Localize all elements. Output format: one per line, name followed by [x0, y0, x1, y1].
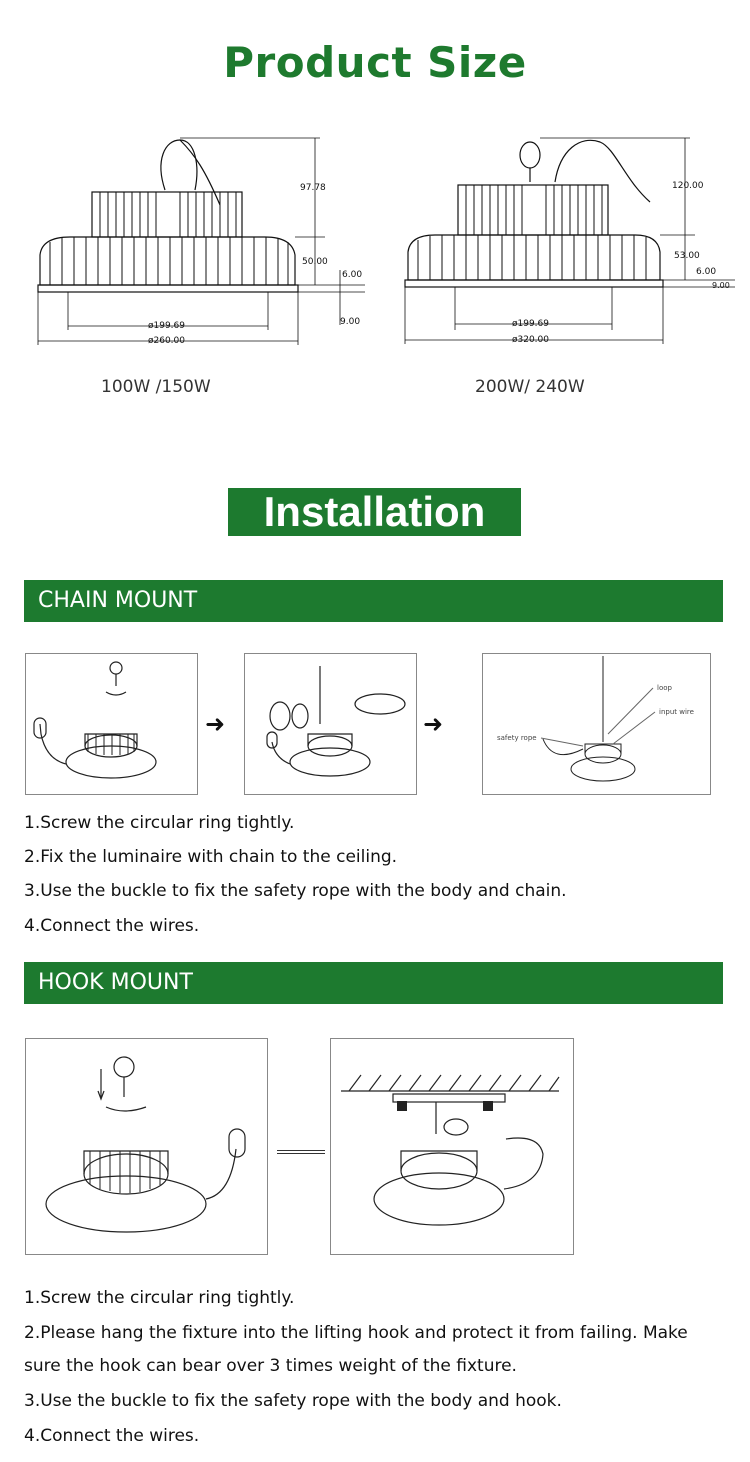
hook-step-2-text: 2.Please hang the fixture into the lifting hook and protect it from failing. Make [24, 1323, 688, 1343]
installation-title: Installation [228, 488, 521, 536]
chain-step-3-text: 3.Use the buckle to fix the safety rope with the body and chain. [24, 881, 567, 901]
hook-mount-header: HOOK MOUNT [24, 962, 723, 1004]
caption-100-150w: 100W /150W [101, 377, 211, 397]
dim-top-height: 97.78 [300, 183, 326, 193]
caption-200-240w: 200W/ 240W [475, 377, 585, 397]
dim-edge: 6.00 [696, 267, 717, 277]
dim-outer-diameter: ø260.00 [148, 336, 185, 346]
hook-step-2-image [330, 1038, 574, 1255]
chain-mount-header: CHAIN MOUNT [24, 580, 723, 622]
dim-outer-diameter: ø320.00 [512, 335, 549, 345]
label-loop: loop [657, 684, 672, 692]
size-drawing-200-240w [400, 130, 740, 350]
chain-step-1-image [25, 653, 198, 795]
chain-step-2-text: 2.Fix the luminaire with chain to the ceiling. [24, 847, 398, 867]
arrow-right-icon: ➜ [205, 710, 226, 738]
hook-step-4-text: 4.Connect the wires. [24, 1426, 200, 1446]
dim-mid-height: 53.00 [674, 251, 700, 261]
chain-step-4-text: 4.Connect the wires. [24, 916, 200, 936]
page-title: Product Size [223, 38, 527, 87]
dim-inner-diameter: ø199.69 [148, 321, 185, 331]
arrow-right-icon [277, 1150, 325, 1154]
chain-step-1-text: 1.Screw the circular ring tightly. [24, 813, 295, 833]
label-input-wire: input wire [659, 708, 694, 716]
chain-step-2-image [244, 653, 417, 795]
hook-step-1-text: 1.Screw the circular ring tightly. [24, 1288, 295, 1308]
chain-step-3-image [482, 653, 711, 795]
hook-step-1-image [25, 1038, 268, 1255]
hook-step-3-text: 3.Use the buckle to fix the safety rope with the body and hook. [24, 1391, 562, 1411]
dim-mid-height: 50.00 [302, 257, 328, 267]
dim-base: 9.00 [712, 281, 730, 290]
size-drawing-100-150w [30, 130, 370, 350]
dim-edge: 6.00 [342, 270, 363, 280]
dim-base: 9.00 [340, 317, 361, 327]
dim-top-height: 120.00 [672, 181, 704, 191]
arrow-right-icon: ➜ [423, 710, 444, 738]
label-safety-rope: safety rope [497, 734, 537, 742]
hook-step-2-text-cont: sure the hook can bear over 3 times weight of the fixture. [24, 1356, 517, 1376]
dim-inner-diameter: ø199.69 [512, 319, 549, 329]
